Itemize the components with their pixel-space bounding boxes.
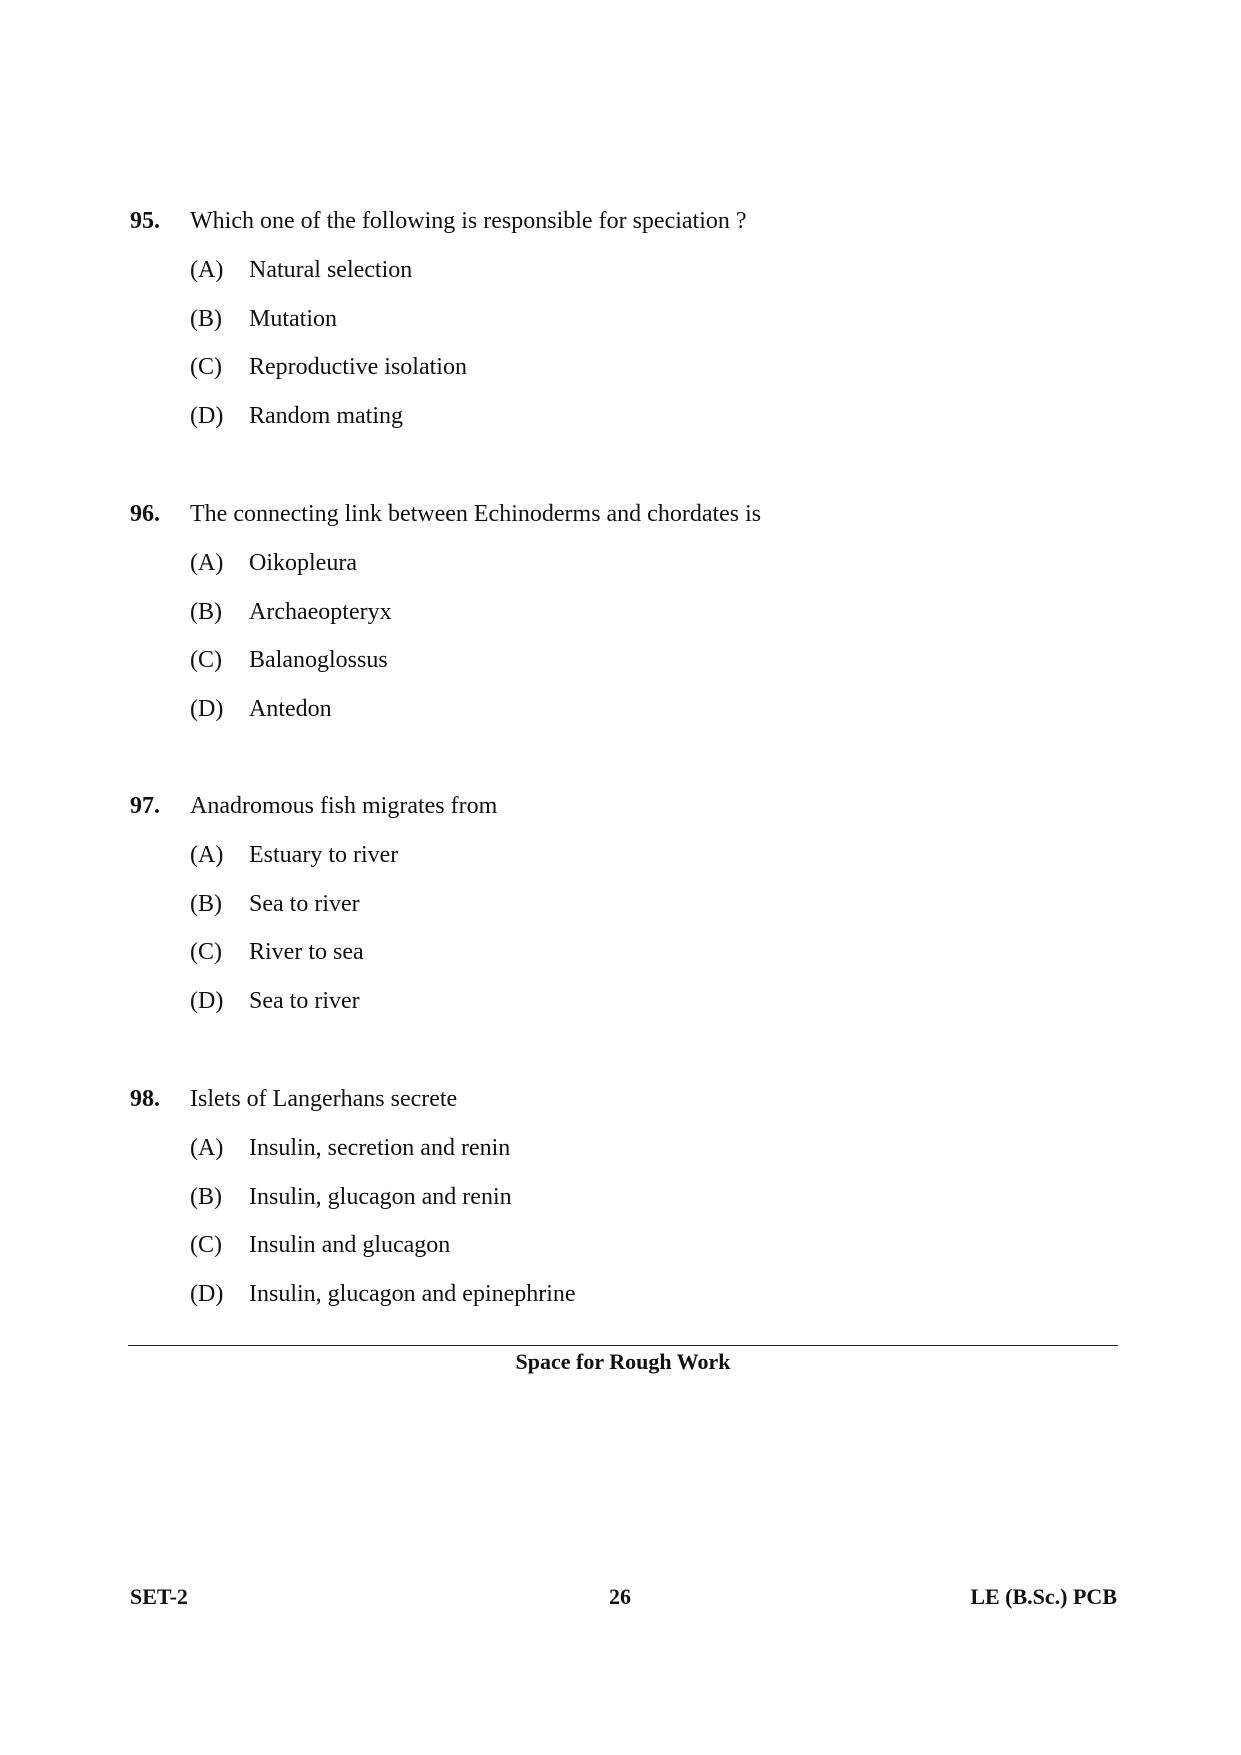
option-label: (B) [190,306,222,332]
option-text: Sea to river [249,891,360,917]
option-label: (C) [190,647,222,673]
question-number: 95. [130,208,160,234]
option-label: (D) [190,696,224,722]
option-text: Random mating [249,403,403,429]
option-label: (A) [190,550,224,576]
option-text: Insulin, secretion and renin [249,1135,511,1161]
question-text: Islets of Langerhans secrete [190,1086,458,1112]
option-text: Archaeopteryx [249,599,392,625]
option-text: Natural selection [249,257,413,283]
option-label: (C) [190,1232,222,1258]
option-text: Antedon [249,696,332,722]
option-label: (D) [190,988,224,1014]
option-text: Mutation [249,306,337,332]
footer-paper-code: LE (B.Sc.) PCB [970,1584,1117,1609]
option-label: (B) [190,891,222,917]
option-text: Insulin and glucagon [249,1232,451,1258]
question-text: Anadromous fish migrates from [190,793,498,819]
option-text: Sea to river [249,988,360,1014]
option-text: Insulin, glucagon and epinephrine [249,1281,576,1307]
option-label: (D) [190,403,224,429]
option-text: Insulin, glucagon and renin [249,1184,512,1210]
option-text: Estuary to river [249,842,399,868]
option-label: (C) [190,939,222,965]
footer-page-number: 26 [609,1584,631,1609]
option-text: Balanoglossus [249,647,388,673]
option-label: (A) [190,842,224,868]
option-label: (C) [190,354,222,380]
option-label: (A) [190,257,224,283]
question-number: 96. [130,501,160,527]
option-text: River to sea [249,939,364,965]
rough-work-heading: Space for Rough Work [515,1349,731,1374]
option-label: (D) [190,1281,224,1307]
question-number: 98. [130,1086,160,1112]
question-text: The connecting link between Echinoderms and chordates is [190,501,762,527]
option-text: Reproductive isolation [249,354,467,380]
option-label: (B) [190,599,222,625]
option-label: (B) [190,1184,222,1210]
rough-work-divider [128,1345,1118,1346]
option-text: Oikopleura [249,550,357,576]
question-number: 97. [130,793,160,819]
footer-set-label: SET-2 [130,1584,188,1609]
question-text: Which one of the following is responsible for speciation ? [190,208,747,234]
option-label: (A) [190,1135,224,1161]
